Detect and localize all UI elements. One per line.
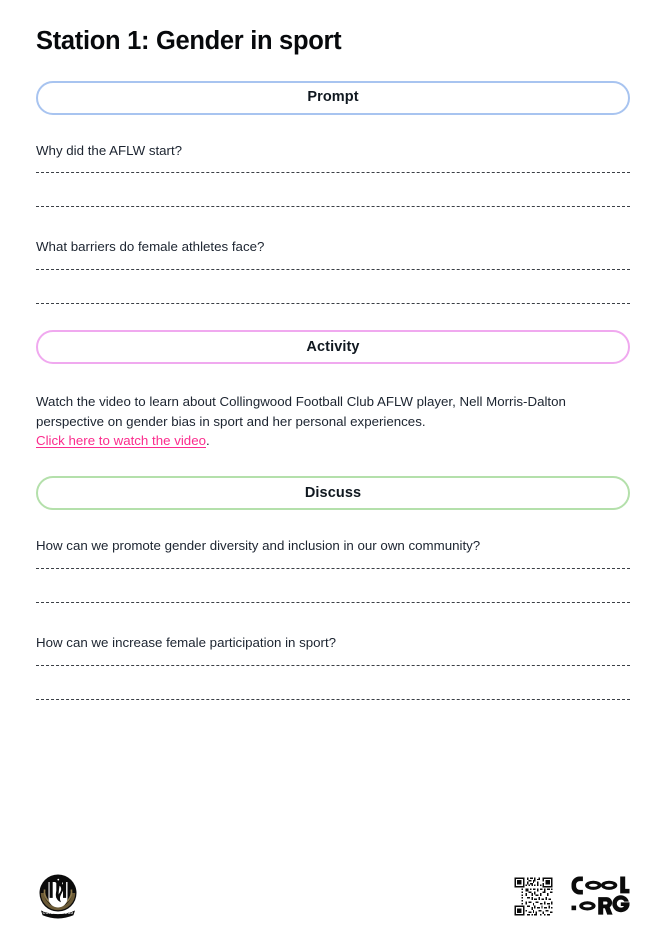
answer-rule	[36, 269, 630, 270]
answer-rule	[36, 172, 630, 173]
answer-rule	[36, 206, 630, 207]
activity-description-period: .	[206, 432, 210, 448]
section-banner-prompt	[36, 81, 630, 115]
cool-org-logo	[571, 875, 630, 917]
answer-lines-prompt-1[interactable]	[36, 159, 630, 207]
qr-code[interactable]	[513, 876, 554, 917]
section-banner-activity	[36, 330, 630, 364]
question-discuss-2: How can we increase female participation in sport?	[36, 635, 337, 651]
footer	[36, 867, 630, 925]
activity-description-text: Watch the video to learn about Collingwood Football Club AFLW player, Nell Morris-Dalton perspective on gender bias in sport and her personal experiences.	[36, 394, 566, 429]
answer-rule	[36, 602, 630, 603]
answer-rule	[36, 568, 630, 569]
answer-rule	[36, 699, 630, 700]
section-banner-discuss	[36, 476, 630, 510]
answer-lines-discuss-1[interactable]	[36, 555, 630, 603]
question-prompt-2: What barriers do female athletes face?	[36, 239, 265, 255]
answer-rule	[36, 303, 630, 304]
footer-brand-group	[513, 875, 630, 917]
section-banner-discuss-label: Discuss	[304, 484, 362, 501]
club-logo-wordmark: COLLINGWOOD	[42, 911, 74, 916]
section-banner-prompt-label: Prompt	[307, 89, 359, 106]
watch-video-link[interactable]: Click here to watch the video	[36, 432, 206, 448]
question-discuss-1: How can we promote gender diversity and inclusion in our own community?	[36, 538, 481, 554]
activity-description	[36, 364, 630, 450]
answer-lines-prompt-2[interactable]	[36, 256, 630, 304]
page-title: Station 1: Gender in sport	[36, 27, 342, 55]
answer-rule	[36, 665, 630, 666]
answer-lines-discuss-2[interactable]	[36, 652, 630, 700]
collingwood-magpies-logo	[36, 872, 80, 920]
question-prompt-1: Why did the AFLW start?	[36, 142, 183, 158]
section-banner-activity-label: Activity	[306, 339, 360, 356]
